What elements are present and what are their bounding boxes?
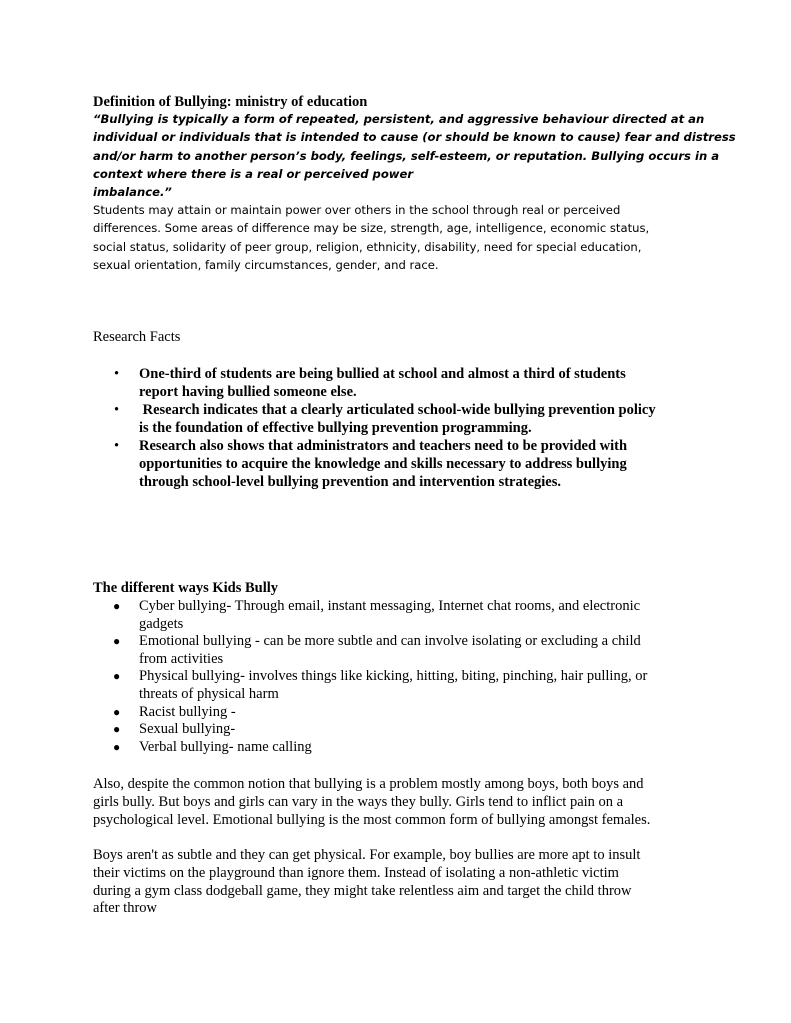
body-line: sexual orientation, family circumstances, gender, and race. [93,257,439,272]
bullet-icon: ● [113,722,121,737]
ways-list [93,598,713,756]
paragraph-line: after throw [93,900,158,917]
bullet-icon: ● [113,669,121,684]
way-line: Sexual bullying- [139,721,236,738]
quote-line: imbalance.” [93,185,172,200]
list-item [93,633,713,668]
body-line: social status, solidarity of peer group, religion, ethnicity, disability, need for special education, [93,239,642,254]
fact-line: Research also shows that administrators and teachers need to be provided with [139,438,628,454]
fact-line: opportunities to acquire the knowledge and skills necessary to address bullying [139,456,627,472]
paragraph-line: Boys aren't as subtle and they can get physical. For example, boy bullies are more apt to insult [93,847,641,863]
list-item [93,365,713,401]
bullet-icon: • [114,366,120,382]
list-item [93,437,713,491]
paragraph-line: girls bully. But boys and girls can vary in the ways they bully. Girls tend to inflict pain on a [93,793,624,810]
way-line: from activities [139,650,224,667]
paragraph-line: during a gym class dodgeball game, they might take relentless aim and target the child throw [93,882,632,899]
body-line: Students may attain or maintain power over others in the school through real or perceived [93,203,621,217]
definition-heading: Definition of Bullying: ministry of education [93,94,368,110]
paragraph-line: psychological level. Emotional bullying is the most common form of bullying amongst females. [93,811,651,828]
way-line: Verbal bullying- name calling [139,738,312,755]
fact-line: through school-level bullying prevention and intervention strategies. [139,474,561,490]
list-item [93,721,713,739]
way-line: Racist bullying - [139,703,236,720]
bullet-icon: ● [113,599,121,613]
way-line: gadgets [139,615,184,632]
research-facts-list [93,365,713,491]
list-item [93,739,713,757]
bullet-icon: ● [113,739,121,754]
fact-line: is the foundation of effective bullying prevention programming. [139,420,532,436]
definition-body [93,201,703,274]
definition-quote [93,110,736,201]
way-line: Physical bullying- involves things like kicking, hitting, biting, pinching, hair pulling, or [139,668,648,685]
paragraph-line: their victims on the playground than ignore them. Instead of isolating a non-athletic victim [93,864,619,881]
quote-line: individual or individuals that is intended to cause (or should be known to cause) fear and distress [93,130,736,145]
bullet-icon: ● [113,634,121,649]
list-item [93,401,713,437]
list-item [93,598,713,633]
closing-paragraph-1 [93,776,713,829]
body-line: differences. Some areas of difference may be size, strength, age, intelligence, economic status, [93,221,650,236]
bullet-icon: • [114,402,120,418]
way-line: Emotional bullying - can be more subtle and can involve isolating or excluding a child [139,633,641,650]
closing-paragraph-2 [93,847,713,918]
bullet-icon: ● [113,704,121,719]
quote-line: context where there is a real or perceived power [93,166,414,181]
research-heading: Research Facts [93,329,181,345]
ways-heading: The different ways Kids Bully [93,580,279,596]
bullet-icon: • [114,438,120,454]
quote-line: “Bullying is typically a form of repeated, persistent, and aggressive behaviour directed at an [93,112,705,126]
list-item [93,668,713,703]
fact-line: One-third of students are being bullied at school and almost a third of students [139,366,626,382]
way-line: Cyber bullying- Through email, instant messaging, Internet chat rooms, and electronic [139,598,641,614]
fact-line: Research indicates that a clearly articulated school-wide bullying prevention policy [139,402,656,418]
fact-line: report having bullied someone else. [139,384,357,400]
list-item [93,704,713,722]
quote-line: and/or harm to another person’s body, feelings, self-esteem, or reputation. Bullying occurs in a [93,148,720,163]
paragraph-line: Also, despite the common notion that bullying is a problem mostly among boys, both boys and [93,776,644,792]
way-line: threats of physical harm [139,685,279,702]
